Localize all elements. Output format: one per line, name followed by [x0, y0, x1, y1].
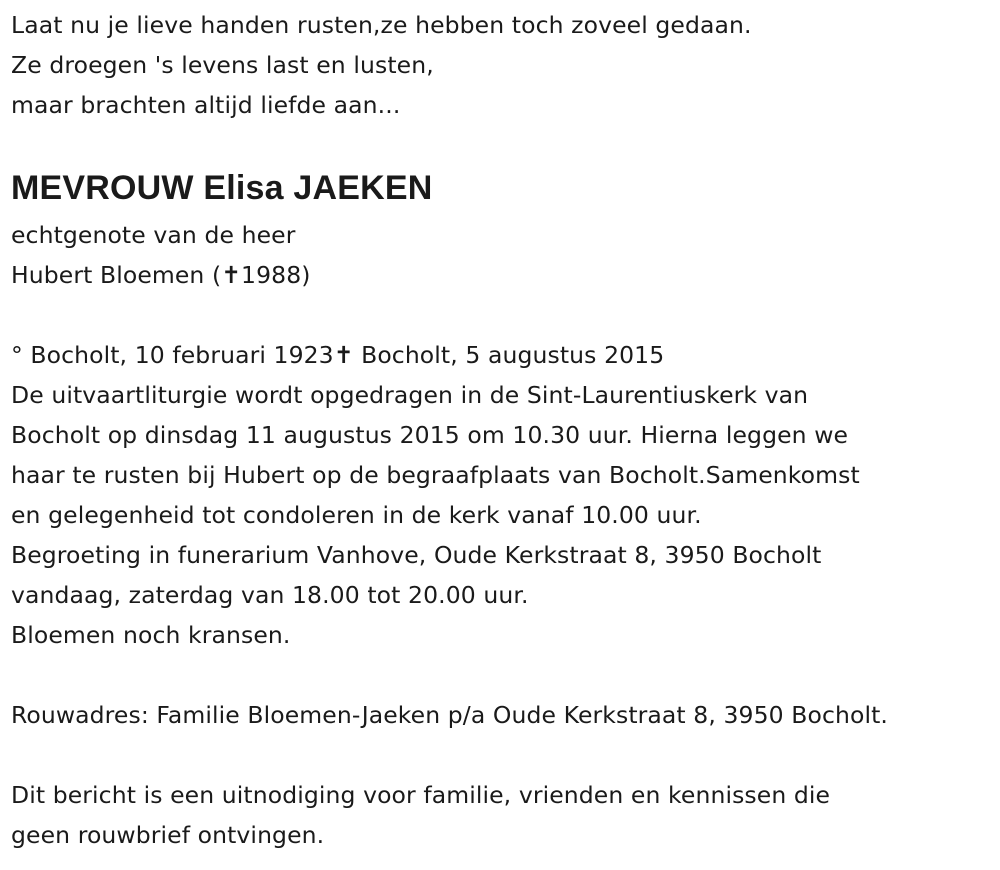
spouse-info — [11, 215, 996, 295]
spouse-line: echtgenote van de heer — [11, 221, 296, 249]
poem-line: Ze droegen 's levens last en lusten, — [11, 51, 434, 79]
spacer — [11, 735, 996, 775]
detail-line: en gelegenheid tot condoleren in de kerk vanaf 10.00 uur. — [11, 501, 702, 529]
detail-line: vandaag, zaterdag van 18.00 tot 20.00 uur. — [11, 581, 529, 609]
poem-line: maar brachten altijd liefde aan... — [11, 91, 401, 119]
spacer — [11, 655, 996, 695]
spacer — [11, 125, 996, 165]
invitation-line: Dit bericht is een uitnodiging voor familie, vrienden en kennissen die — [11, 781, 831, 809]
spouse-line: Hubert Bloemen (✝1988) — [11, 261, 311, 289]
detail-line: Bocholt op dinsdag 11 augustus 2015 om 10.30 uur. Hierna leggen we — [11, 421, 849, 449]
birth-death-line: ° Bocholt, 10 februari 1923✝ Bocholt, 5 augustus 2015 — [11, 341, 665, 369]
poem — [11, 5, 996, 125]
poem-line: Laat nu je lieve handen rusten,ze hebben toch zoveel gedaan. — [11, 11, 752, 39]
invitation-line: geen rouwbrief ontvingen. — [11, 821, 325, 849]
detail-line: haar te rusten bij Hubert op de begraafplaats van Bocholt.Samenkomst — [11, 461, 860, 489]
spacer — [11, 295, 996, 335]
deceased-name: MEVROUW Elisa JAEKEN — [11, 169, 433, 207]
detail-line: Begroeting in funerarium Vanhove, Oude Kerkstraat 8, 3950 Bocholt — [11, 541, 822, 569]
detail-line: De uitvaartliturgie wordt opgedragen in de Sint-Laurentiuskerk van — [11, 381, 809, 409]
obituary-notice — [11, 5, 996, 855]
mourning-address: Rouwadres: Familie Bloemen-Jaeken p/a Oude Kerkstraat 8, 3950 Bocholt. — [11, 701, 888, 729]
funeral-details — [11, 335, 996, 655]
invitation-note — [11, 775, 996, 855]
detail-line: Bloemen noch kransen. — [11, 621, 291, 649]
